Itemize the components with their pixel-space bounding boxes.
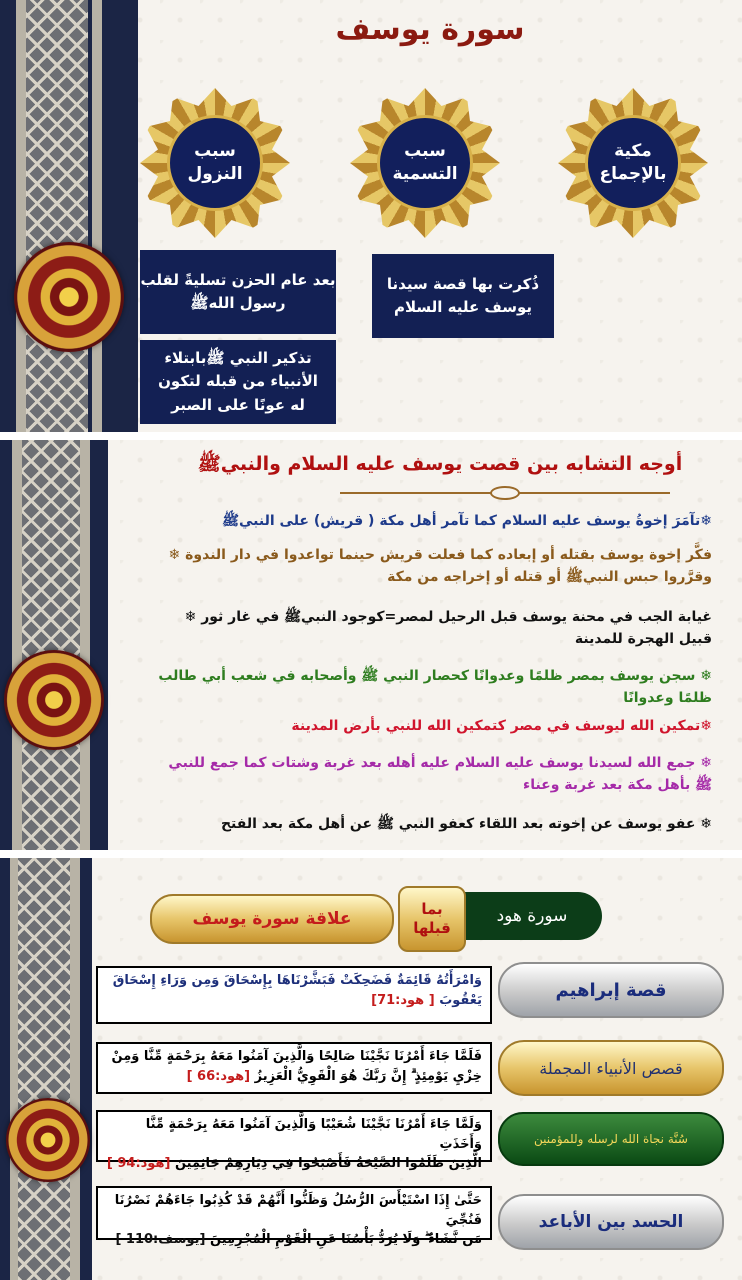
row-label-prophets-stories: قصص الأنبياء المجملة bbox=[498, 1040, 724, 1096]
page-title: سورة يوسف bbox=[335, 12, 525, 47]
row-label-ibrahim: قصة إبراهيم bbox=[498, 962, 724, 1018]
verse-reference: [هود:94 ] bbox=[106, 1156, 171, 1171]
badge-naming-reason bbox=[350, 88, 500, 238]
verse-text: فَلَمَّا جَاءَ أَمْرُنَا نَجَّيْنَا صَالِحًا وَالَّذِينَ آمَنُوا مَعَهُ بِرَحْمَةٍ مِّنَّا وَمِنْ خِزْيِ يَوْمِئِذٍ ۗ إِنَّ رَبَّكَ هُوَ الْقَوِيُّ الْعَزِيزُ bbox=[111, 1049, 482, 1084]
badge-revelation-reason bbox=[140, 88, 290, 238]
similarity-point-7: ❄ عفو يوسف عن إخوته بعد اللقاء كعفو النبي ﷺ عن أهل مكة بعد الفتح bbox=[220, 816, 712, 832]
similarity-point-6: ❄ جمع الله لسيدنا يوسف عليه السلام عليه أهله بعد غربة وشتات كما جمع للنبي ﷺ بأهل مكة بعد غربة وعناء bbox=[168, 755, 712, 794]
similarity-point-1: ❄تآمَرَ إخوةُ يوسف عليه السلام كما تآمر أهل مكة ( قريش) على النبيﷺ bbox=[222, 513, 712, 529]
relation-label: علاقة سورة يوسف bbox=[150, 894, 394, 944]
similarity-point-4: ❄ سجن يوسف بمصر ظلمًا وعدوانًا كحصار النبي ﷺ وأصحابه في شعب أبي طالب ظلمًا وعدوانًا bbox=[158, 668, 712, 707]
medallion-ornament bbox=[14, 242, 124, 352]
naming-reason-text: ذُكرت بها قصة سيدنا يوسف عليه السلام bbox=[372, 254, 554, 338]
before-label: بما قبلها bbox=[398, 886, 466, 952]
verse-text: وَامْرَأَتُهُ قَائِمَةٌ فَضَحِكَتْ فَبَشَّرْنَاهَا بِإِسْحَاقَ وَمِن وَرَاءِ إِسْحَاقَ يَعْقُوبَ bbox=[112, 973, 482, 1008]
badge-meccan-label: مكية بالإجماع bbox=[585, 115, 681, 211]
medallion-ornament bbox=[4, 650, 104, 750]
verse-text: حَتَّىٰ إِذَا اسْتَيْأَسَ الرُّسُلُ وَظَنُّوا أَنَّهُمْ قَدْ كُذِبُوا جَاءَهُمْ نَصْرُنَا فَنُجِّيَ مَن نَّشَاءُ ۖ وَلَا يُرَدُّ بَأْسُنَا عَنِ الْقَوْمِ الْمُجْرِمِينَ bbox=[114, 1193, 482, 1247]
verse-reference: [هود:66 ] bbox=[186, 1068, 251, 1084]
decorative-sidebar bbox=[0, 0, 138, 432]
badge-revelation-label: سبب النزول bbox=[167, 115, 263, 211]
verse-box-2 bbox=[96, 1042, 492, 1094]
revelation-reason-text-1: بعد عام الحزن تسليةً لقلب رسول اللهﷺ bbox=[140, 250, 336, 334]
revelation-reason-text-2: تذكير النبي ﷺبابتلاء الأنبياء من قبله لتكون له عونًا على الصبر bbox=[140, 340, 336, 424]
verse-box-4 bbox=[96, 1186, 492, 1247]
verse-reference: [ هود:71] bbox=[371, 992, 435, 1008]
row-label-salvation-sunnah: سُنَّة نجاة الله لرسله وللمؤمنين bbox=[498, 1112, 724, 1166]
surah-hud-label: سورة هود bbox=[462, 892, 602, 940]
similarities-title: أوجه التشابه بين قصت يوسف عليه السلام والنبيﷺ bbox=[197, 453, 683, 475]
badge-meccan bbox=[558, 88, 708, 238]
decorative-sidebar bbox=[0, 440, 108, 850]
similarity-point-3: غيابة الجب في محنة يوسف قبل الرحيل لمصر=كوجود النبيﷺ في غار ثور ❄ قبيل الهجرة للمدينة bbox=[184, 609, 712, 648]
row-label-envy: الحسد بين الأباعد bbox=[498, 1194, 724, 1250]
panel-surah-overview bbox=[0, 0, 742, 432]
verse-box-3 bbox=[96, 1110, 492, 1171]
verse-text: وَلَمَّا جَاءَ أَمْرُنَا نَجَّيْنَا شُعَيْبًا وَالَّذِينَ آمَنُوا مَعَهُ بِرَحْمَةٍ مِّنَّا وَأَخَذَتِ الَّذِينَ ظَلَمُوا الصَّيْحَةُ فَأَصْبَحُوا فِي دِيَارِهِمْ جَاثِمِينَ bbox=[145, 1117, 482, 1171]
ornamental-divider bbox=[340, 486, 670, 500]
badge-naming-label: سبب التسمية bbox=[377, 115, 473, 211]
verse-reference: [يوسف:110 ] bbox=[115, 1232, 206, 1247]
verse-box-1 bbox=[96, 966, 492, 1024]
similarity-point-2: فكَّر إخوة يوسف بقتله أو إبعاده كما فعلت قريش حينما تواعدوا في دار الندوة ❄ وقرَّروا حبس النبيﷺ أو قتله أو إخراجه من مكة bbox=[168, 547, 712, 586]
medallion-ornament bbox=[6, 1098, 90, 1182]
decorative-sidebar bbox=[0, 858, 92, 1280]
similarity-point-5: ❄تمكين الله ليوسف في مصر كتمكين الله للنبي بأرض المدينة bbox=[291, 718, 712, 734]
